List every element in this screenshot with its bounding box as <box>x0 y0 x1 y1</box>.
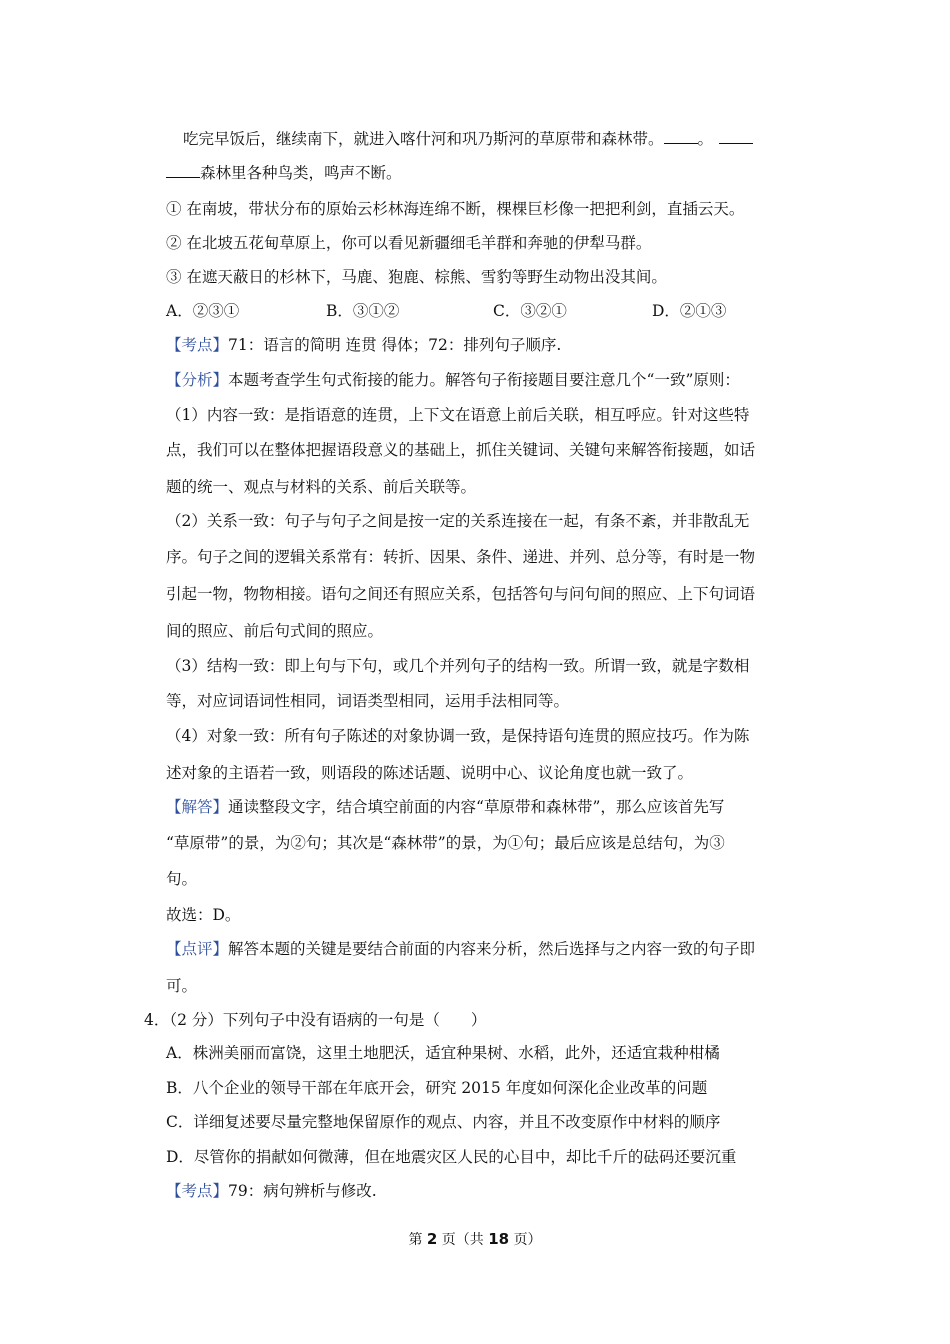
answer-blank <box>719 129 753 144</box>
fenxi-line: （4）对象一致：所有句子陈述的对象协调一致，是保持语句连贯的照应技巧。作为陈 <box>166 727 750 745</box>
page-number: 2 <box>426 1230 438 1248</box>
passage-line-2: 森林里各种鸟类，鸣声不断。 <box>166 162 402 184</box>
fenxi-line: 等，对应词语词性相同，词语类型相同，运用手法相同等。 <box>166 692 570 710</box>
q4-option-a: A．株洲美丽而富饶，这里土地肥沃，适宜种果树、水稻，此外，还适宜栽种柑橘 <box>166 1044 720 1062</box>
option-c: C．③②① <box>493 302 567 320</box>
passage-text: 吃完早饭后，继续南下，就进入喀什河和巩乃斯河的草原带和森林带。 <box>183 130 664 148</box>
q3-dianping: 【点评】解答本题的关键是要结合前面的内容来分析，然后选择与之内容一致的句子即 <box>166 940 756 958</box>
page-footer: 第 2 页（共 18 页） <box>408 1230 542 1248</box>
jieda-line: 句。 <box>166 870 198 888</box>
page-total: 18 <box>488 1230 510 1248</box>
q4-option-b: B．八个企业的领导干部在年底开会，研究 2015 年度如何深化企业改革的问题 <box>166 1079 708 1097</box>
option-b: B．③①② <box>326 302 400 320</box>
fenxi-line: （2）关系一致：句子与句子之间是按一定的关系连接在一起，有条不紊，并非散乱无 <box>166 512 750 530</box>
q3-kaodian: 【考点】71：语言的简明 连贯 得体；72：排列句子顺序. <box>166 336 562 354</box>
fenxi-line: 序。句子之间的逻辑关系常有：转折、因果、条件、递进、并列、总分等，有时是一物 <box>166 548 756 566</box>
fenxi-line: 述对象的主语若一致，则语段的陈述话题、说明中心、议论角度也就一致了。 <box>166 764 694 782</box>
answer-blank <box>664 129 698 144</box>
kaodian-tag: 【考点】 <box>166 336 229 354</box>
dianping-line: 可。 <box>166 977 198 995</box>
fenxi-line: 点，我们可以在整体把握语段意义的基础上，抓住关键词、关键句来解答衔接题，如话 <box>166 441 756 459</box>
q3-fenxi: 【分析】本题考查学生句式衔接的能力。解答句子衔接题目要注意几个“一致”原则： <box>166 371 740 389</box>
fenxi-line: 题的统一、观点与材料的关系、前后关联等。 <box>166 478 477 496</box>
dianping-tag: 【点评】 <box>166 940 229 958</box>
sentence-3: ③ 在遮天蔽日的杉林下，马鹿、狍鹿、棕熊、雪豹等野生动物出没其间。 <box>166 268 667 286</box>
fenxi-line: 引起一物，物物相接。语句之间还有照应关系，包括答句与问句间的照应、上下句词语 <box>166 585 756 603</box>
q3-options <box>166 300 726 322</box>
jieda-tag: 【解答】 <box>166 798 229 816</box>
kaodian-tag: 【考点】 <box>166 1182 229 1200</box>
q3-jieda: 【解答】通读整段文字，结合填空前面的内容“草原带和森林带”，那么应该首先写 <box>166 798 725 816</box>
sentence-1: ① 在南坡，带状分布的原始云杉林海连绵不断，棵棵巨杉像一把把利剑，直插云天。 <box>166 200 745 218</box>
option-d: D．②①③ <box>652 302 727 320</box>
passage-line-1: 吃完早饭后，继续南下，就进入喀什河和巩乃斯河的草原带和森林带。 。 <box>183 128 753 150</box>
q3-answer: 故选：D。 <box>166 906 241 924</box>
q4-stem: 4．（2 分）下列句子中没有语病的一句是（ ） <box>144 1011 487 1029</box>
fenxi-line: （3）结构一致：即上句与下句，或几个并列句子的结构一致。所谓一致，就是字数相 <box>166 657 750 675</box>
option-a: A．②③① <box>166 302 240 320</box>
sentence-2: ② 在北坡五花甸草原上，你可以看见新疆细毛羊群和奔驰的伊犁马群。 <box>166 234 652 252</box>
answer-blank <box>166 163 200 178</box>
fenxi-tag: 【分析】 <box>166 371 229 389</box>
q4-option-d: D．尽管你的捐献如何微薄，但在地震灾区人民的心目中，却比千斤的砝码还要沉重 <box>166 1148 737 1166</box>
fenxi-line: （1）内容一致：是指语意的连贯，上下文在语意上前后关联，相互呼应。针对这些特 <box>166 406 750 424</box>
fenxi-line: 间的照应、前后句式间的照应。 <box>166 622 384 640</box>
q4-option-c: C．详细复述要尽量完整地保留原作的观点、内容，并且不改变原作中材料的顺序 <box>166 1113 721 1131</box>
jieda-line: “草原带”的景，为②句；其次是“森林带”的景，为①句；最后应该是总结句，为③ <box>166 834 725 852</box>
q4-kaodian: 【考点】79：病句辨析与修改. <box>166 1182 377 1200</box>
